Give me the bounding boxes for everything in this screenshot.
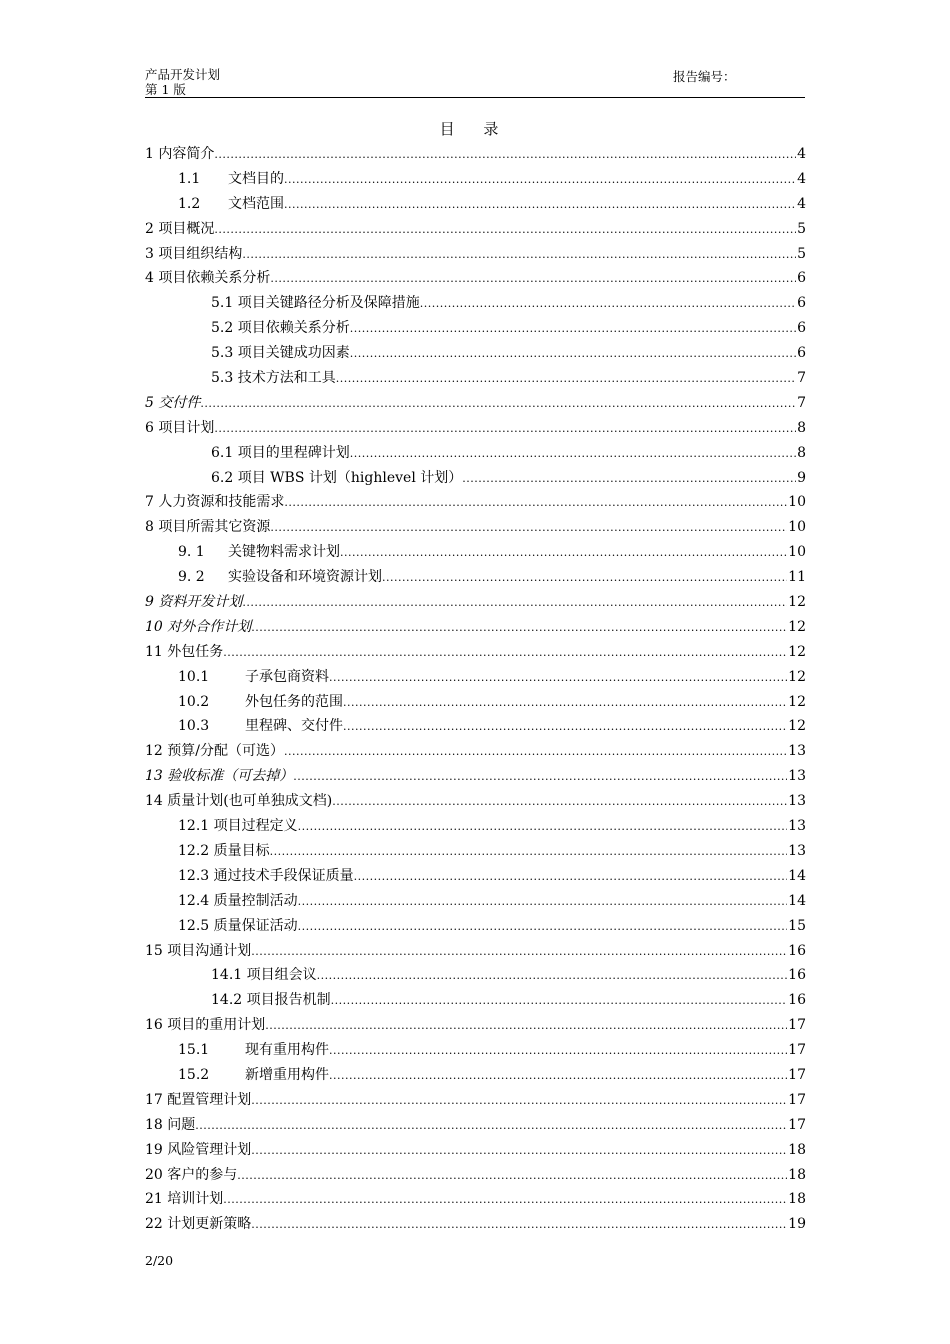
toc-entry[interactable]	[145, 490, 806, 515]
toc-dot-leader	[284, 192, 796, 218]
toc-entry-label: 13 验收标准（可去掉）	[145, 768, 294, 785]
toc-entry-label: 8 项目所需其它资源	[145, 519, 271, 536]
toc-dot-leader	[223, 640, 787, 666]
toc-dot-leader	[214, 416, 796, 442]
toc-entry-page: 12	[788, 643, 806, 660]
toc-entry[interactable]	[145, 1088, 806, 1113]
toc-dot-leader	[298, 889, 788, 915]
toc-dot-leader	[284, 490, 787, 516]
toc-entry[interactable]	[145, 441, 806, 466]
report-number-label: 报告编号：	[673, 69, 736, 84]
toc-entry[interactable]	[145, 242, 806, 267]
toc-entry-label: 新增重用构件	[245, 1066, 329, 1083]
toc-entry-label: 12.1 项目过程定义	[178, 818, 298, 835]
toc-entry[interactable]	[145, 988, 806, 1013]
toc-entry-page: 13	[788, 768, 806, 785]
toc-dot-leader	[350, 316, 796, 342]
toc-entry-label: 20 客户的参与	[145, 1166, 238, 1183]
toc-entry-label: 9 资料开发计划	[145, 594, 243, 611]
toc-entry-label: 3 项目组织结构	[145, 245, 243, 262]
toc-entry-page: 18	[788, 1166, 806, 1183]
toc-entry-label: 5.2 项目依赖关系分析	[211, 320, 350, 337]
toc-entry-page: 14	[788, 892, 806, 909]
toc-dot-leader	[331, 988, 788, 1014]
toc-entry-page: 11	[788, 569, 806, 586]
toc-dot-leader	[214, 217, 796, 243]
toc-entry[interactable]	[145, 266, 806, 291]
toc-entry-page: 12	[788, 693, 806, 710]
toc-entry-page: 18	[788, 1191, 806, 1208]
toc-entry[interactable]	[145, 814, 806, 839]
toc-entry-page: 5	[797, 220, 806, 237]
toc-entry-page: 4	[797, 146, 806, 162]
toc-entry[interactable]	[145, 864, 806, 889]
toc-dot-leader	[329, 1063, 787, 1089]
toc-entry-page: 12	[788, 618, 806, 635]
document-version: 第 1 版	[145, 82, 186, 97]
toc-dot-leader	[343, 714, 787, 740]
toc-entry[interactable]	[145, 1212, 806, 1237]
toc-dot-leader	[242, 242, 796, 268]
toc-entry-label: 10 对外合作计划	[145, 618, 252, 635]
toc-entry-page: 16	[788, 967, 806, 984]
toc-entry-page: 14	[788, 867, 806, 884]
toc-entry[interactable]	[145, 963, 806, 988]
toc-dot-leader	[382, 565, 787, 591]
toc-entry-page: 6	[797, 295, 806, 312]
toc-dot-leader	[242, 590, 787, 616]
toc-entry-page: 4	[797, 170, 806, 187]
toc-entry-label: 15 项目沟通计划	[145, 942, 252, 959]
toc-entry-label: 12.5 质量保证活动	[178, 917, 298, 934]
toc-entry-label: 5.3 技术方法和工具	[211, 370, 336, 387]
toc-entry-label: 1 内容简介	[145, 146, 215, 162]
toc-entry-label: 2 项目概况	[145, 220, 215, 237]
toc-dot-leader	[354, 864, 788, 890]
toc-entry-label: 外包任务的范围	[245, 693, 343, 710]
toc-entry[interactable]	[145, 366, 806, 391]
toc-dot-leader	[284, 739, 787, 765]
toc-dot-leader	[270, 839, 788, 865]
toc-entry[interactable]	[145, 1063, 806, 1088]
toc-dot-leader	[200, 391, 796, 417]
toc-entry[interactable]	[145, 142, 806, 167]
toc-dot-leader	[336, 366, 796, 392]
toc-entry-label: 5.3 项目关键成功因素	[211, 345, 350, 362]
toc-entry[interactable]	[145, 665, 806, 690]
toc-entry-label: 19 风险管理计划	[145, 1141, 252, 1158]
toc-entry-page: 7	[797, 394, 806, 411]
toc-dot-leader	[265, 1013, 787, 1039]
toc-entry-label: 6 项目计划	[145, 419, 215, 436]
toc-entry-label: 5.1 项目关键路径分析及保障措施	[211, 295, 420, 312]
toc-entry-page: 6	[797, 320, 806, 337]
page-number: 2/20	[145, 1253, 174, 1268]
toc-entry[interactable]	[145, 789, 806, 814]
toc-entry-label: 6.2 项目 WBS 计划（highlevel 计划）	[211, 469, 463, 486]
toc-entry-page: 17	[788, 1017, 806, 1034]
toc-entry[interactable]	[145, 615, 806, 640]
toc-entry-page: 10	[788, 519, 806, 536]
toc-dot-leader	[251, 1088, 787, 1114]
toc-entry-page: 5	[797, 245, 806, 262]
toc-entry-label: 18 问题	[145, 1116, 196, 1133]
toc-dot-leader	[237, 1163, 787, 1189]
toc-entry[interactable]	[145, 1138, 806, 1163]
toc-entry[interactable]	[145, 690, 806, 715]
toc-entry[interactable]	[145, 416, 806, 441]
toc-dot-leader	[298, 814, 788, 840]
toc-entry-label: 16 项目的重用计划	[145, 1017, 266, 1034]
toc-entry-page: 6	[797, 270, 806, 287]
toc-dot-leader	[329, 665, 787, 691]
toc-entry[interactable]	[145, 1113, 806, 1138]
toc-entry-page: 12	[788, 718, 806, 735]
toc-dot-leader	[251, 615, 787, 641]
toc-entry[interactable]	[145, 391, 806, 416]
toc-entry[interactable]	[145, 590, 806, 615]
toc-entry-label: 子承包商资料	[245, 668, 329, 685]
toc-entry[interactable]	[145, 1163, 806, 1188]
toc-dot-leader	[270, 266, 796, 292]
table-of-contents	[145, 142, 806, 1237]
toc-dot-leader	[462, 466, 796, 492]
toc-entry-page: 13	[788, 743, 806, 760]
toc-entry-page: 17	[788, 1042, 806, 1059]
toc-entry-label: 6.1 项目的里程碑计划	[211, 444, 350, 461]
toc-entry-page: 6	[797, 345, 806, 362]
toc-entry-label: 21 培训计划	[145, 1191, 224, 1208]
toc-entry-label: 17 配置管理计划	[145, 1091, 252, 1108]
toc-entry-number: 10.1	[178, 668, 210, 685]
toc-entry-number: 15.2	[178, 1066, 210, 1083]
toc-entry-label: 现有重用构件	[245, 1042, 329, 1059]
toc-entry[interactable]	[145, 316, 806, 341]
toc-entry-label: 12.3 通过技术手段保证质量	[178, 867, 354, 884]
toc-entry[interactable]	[145, 764, 806, 789]
toc-entry-page: 16	[788, 992, 806, 1009]
toc-dot-leader	[343, 690, 787, 716]
toc-entry-page: 16	[788, 942, 806, 959]
toc-entry-label: 14 质量计划(也可单独成文档)	[145, 793, 333, 810]
toc-entry-page: 4	[797, 195, 806, 212]
toc-entry-page: 12	[788, 668, 806, 685]
toc-entry-label: 关键物料需求计划	[228, 544, 340, 561]
toc-entry-number: 15.1	[178, 1042, 210, 1059]
toc-entry-page: 13	[788, 842, 806, 859]
toc-entry[interactable]	[145, 217, 806, 242]
toc-dot-leader	[270, 515, 787, 541]
toc-entry-label: 7 人力资源和技能需求	[145, 494, 285, 511]
toc-entry[interactable]	[145, 341, 806, 366]
toc-entry[interactable]	[145, 889, 806, 914]
toc-dot-leader	[251, 1212, 787, 1238]
toc-entry-label: 实验设备和环境资源计划	[228, 569, 382, 586]
toc-entry-number: 9. 1	[178, 544, 205, 561]
toc-entry[interactable]	[145, 540, 806, 565]
toc-dot-leader	[340, 540, 787, 566]
toc-entry-page: 8	[797, 444, 806, 461]
toc-entry[interactable]	[145, 939, 806, 964]
toc-dot-leader	[214, 142, 796, 168]
toc-entry-label: 12 预算/分配（可选）	[145, 743, 284, 760]
header-divider	[145, 97, 805, 98]
toc-dot-leader	[350, 441, 796, 467]
toc-entry-label: 文档范围	[228, 195, 284, 212]
toc-entry[interactable]	[145, 291, 806, 316]
toc-entry[interactable]	[145, 739, 806, 764]
toc-entry-label: 14.2 项目报告机制	[211, 992, 331, 1009]
toc-entry-page: 13	[788, 793, 806, 810]
toc-entry-label: 22 计划更新策略	[145, 1216, 252, 1233]
toc-dot-leader	[298, 914, 788, 940]
toc-dot-leader	[284, 167, 796, 193]
toc-entry-page: 12	[788, 594, 806, 611]
toc-dot-leader	[195, 1113, 787, 1139]
toc-entry[interactable]	[145, 1038, 806, 1063]
toc-entry-page: 7	[797, 370, 806, 387]
toc-entry-label: 里程碑、交付件	[245, 718, 343, 735]
toc-entry[interactable]	[145, 839, 806, 864]
toc-entry[interactable]	[145, 914, 806, 939]
toc-entry-page: 13	[788, 818, 806, 835]
toc-entry-number: 1.1	[178, 170, 201, 187]
toc-entry[interactable]	[145, 192, 806, 217]
toc-entry[interactable]	[145, 640, 806, 665]
toc-dot-leader	[223, 1187, 787, 1213]
toc-entry-label: 12.2 质量目标	[178, 842, 270, 859]
toc-entry-label: 12.4 质量控制活动	[178, 892, 298, 909]
page-header-left	[145, 67, 220, 97]
toc-entry-page: 19	[788, 1216, 806, 1233]
toc-entry-page: 8	[797, 419, 806, 436]
toc-entry-page: 18	[788, 1141, 806, 1158]
toc-entry-page: 17	[788, 1066, 806, 1083]
toc-entry-number: 1.2	[178, 195, 201, 212]
toc-dot-leader	[317, 963, 788, 989]
toc-entry[interactable]	[145, 1013, 806, 1038]
toc-entry[interactable]	[145, 515, 806, 540]
toc-dot-leader	[251, 1138, 787, 1164]
toc-entry-page: 15	[788, 917, 806, 934]
toc-dot-leader	[350, 341, 796, 367]
toc-dot-leader	[420, 291, 796, 317]
toc-title: 目 录	[439, 120, 511, 138]
toc-entry[interactable]	[145, 565, 806, 590]
toc-entry-page: 17	[788, 1116, 806, 1133]
toc-entry-page: 17	[788, 1091, 806, 1108]
toc-dot-leader	[293, 764, 787, 790]
toc-entry-page: 10	[788, 494, 806, 511]
toc-entry-label: 11 外包任务	[145, 643, 224, 660]
toc-entry[interactable]	[145, 466, 806, 491]
toc-entry[interactable]	[145, 1187, 806, 1212]
toc-dot-leader	[329, 1038, 787, 1064]
toc-entry[interactable]	[145, 714, 806, 739]
toc-entry-number: 10.2	[178, 693, 210, 710]
toc-entry-label: 文档目的	[228, 170, 284, 187]
toc-entry-page: 9	[797, 469, 806, 486]
toc-entry-label: 5 交付件	[145, 394, 201, 411]
toc-entry-number: 10.3	[178, 718, 210, 735]
toc-entry-label: 4 项目依赖关系分析	[145, 270, 271, 287]
toc-dot-leader	[251, 939, 787, 965]
toc-entry-page: 10	[788, 544, 806, 561]
toc-entry-label: 14.1 项目组会议	[211, 967, 317, 984]
document-title: 产品开发计划	[145, 67, 221, 82]
toc-entry-number: 9. 2	[178, 569, 205, 586]
toc-dot-leader	[332, 789, 787, 815]
toc-entry[interactable]	[145, 167, 806, 192]
